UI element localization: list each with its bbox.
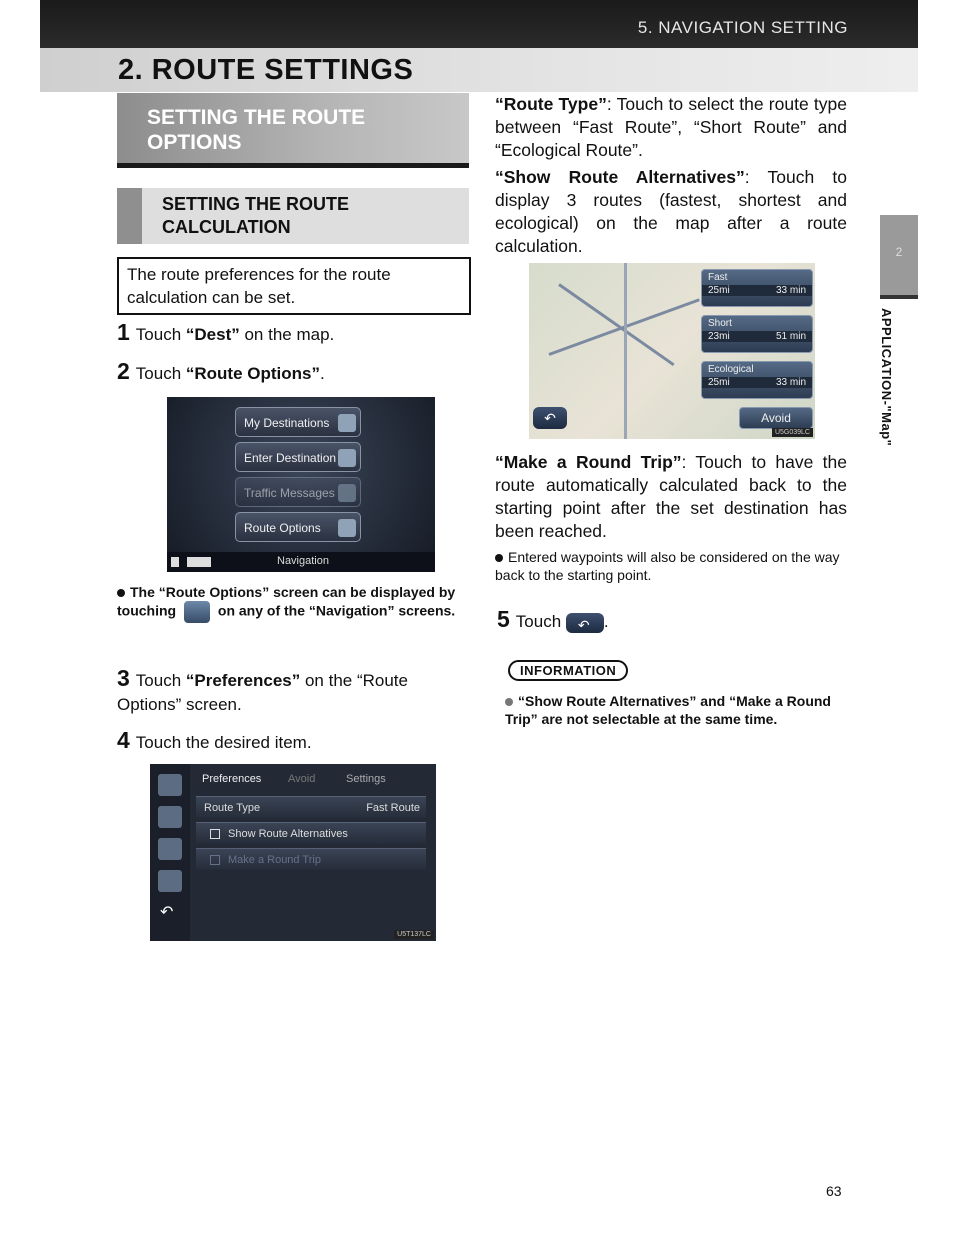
term-show-route-alternatives: “Show Route Alternatives”: [495, 167, 745, 187]
my-destinations-button[interactable]: [235, 407, 361, 437]
term-make-round-trip: “Make a Round Trip”: [495, 452, 682, 472]
traffic-icon: [338, 484, 356, 502]
button-label: Enter Destination: [244, 451, 337, 465]
step-3: [117, 666, 472, 717]
bullet-icon: [505, 698, 513, 706]
route-time: 51 min: [775, 331, 806, 342]
row-label: Make a Round Trip: [228, 854, 321, 866]
back-icon[interactable]: ↶: [160, 904, 174, 921]
chapter-tab: [880, 215, 918, 295]
heading-setting-route-calculation: [117, 188, 469, 244]
step-5: 5 Touch ↶ .: [497, 607, 697, 634]
checkbox-icon: [210, 855, 220, 865]
checkbox-checked-icon: [210, 829, 220, 839]
step-text-end: on the map.: [239, 325, 335, 344]
step-text-end: on the “Route Options” screen.: [117, 671, 408, 714]
make-round-trip-row[interactable]: [196, 848, 426, 870]
desc-make-round-trip: : Touch to have the route automatically calculated back to the starting point after the set destination has been reached.: [495, 452, 848, 541]
status-bar: [167, 552, 435, 572]
route-time: 33 min: [775, 285, 806, 296]
term-route-type: “Route Type”: [495, 94, 607, 114]
avoid-button[interactable]: [739, 407, 813, 429]
step-number: 5: [497, 606, 510, 632]
step-text: Touch the desired item.: [135, 733, 312, 752]
step-number: 1: [117, 319, 130, 345]
preferences-screen-image: [150, 764, 436, 941]
information-label: INFORMATION: [508, 660, 628, 681]
route-name: Fast: [708, 272, 728, 283]
section-title: 5. NAVIGATION SETTING: [637, 18, 848, 37]
status-bar-title: Navigation: [277, 555, 329, 567]
short-route-button[interactable]: [701, 315, 813, 353]
route-type-row[interactable]: [196, 796, 426, 818]
step-text: Touch: [515, 612, 562, 631]
route-alternatives-map-image: [529, 263, 815, 439]
route-distance: 25mi: [708, 377, 730, 388]
tab-preferences[interactable]: Preferences: [202, 773, 262, 785]
step-number: 3: [117, 665, 130, 691]
bullet-text: Entered waypoints will also be considered on the way back to the starting point.: [495, 549, 840, 583]
step-number: 2: [117, 358, 130, 384]
button-label: Traffic Messages: [244, 486, 335, 500]
bullet-text-b: on any of the “Navigation” screens.: [217, 602, 456, 619]
desc-show-route-alternatives: : Touch to display 3 routes (fastest, shortest and ecological) on the map after a route calculation.: [495, 167, 847, 256]
heading-setting-route-options: [117, 93, 469, 168]
image-code: U5G039LC: [772, 428, 813, 437]
paragraph-make-round-trip: [495, 451, 847, 543]
preferences-tabs: [196, 770, 426, 790]
side-icons-column: [150, 764, 190, 941]
image-code: U5T137LC: [394, 930, 434, 939]
bullet-note-route-options: [117, 583, 472, 623]
bullet-icon: [117, 589, 125, 597]
speaker-icon[interactable]: [158, 870, 182, 892]
information-note: [505, 692, 845, 728]
intro-text: The route preferences for the route calculation can be set.: [127, 265, 391, 307]
heading1-text: SETTING THE ROUTE OPTIONS: [147, 106, 366, 154]
information-text: “Show Route Alternatives” and “Make a Round Trip” are not selectable at the same time.: [505, 693, 831, 727]
avoid-label: Avoid: [761, 411, 791, 425]
row-label: Route Type: [204, 802, 261, 814]
route-options-icon: [184, 601, 210, 623]
step-1: [117, 320, 477, 347]
fast-route-button[interactable]: [701, 269, 813, 307]
information-badge: [508, 660, 628, 681]
destination-icon: [338, 414, 356, 432]
route-distance: 25mi: [708, 285, 730, 296]
step-keyword: “Dest”: [185, 325, 240, 344]
step-number: 4: [117, 727, 130, 753]
signal-icon: [171, 557, 211, 567]
map-icon[interactable]: [158, 774, 182, 796]
enter-destination-button[interactable]: [235, 442, 361, 472]
step-text: Touch: [135, 325, 186, 344]
step-text: Touch: [135, 671, 186, 690]
step-4: [117, 728, 472, 755]
heading2-text: SETTING THE ROUTE CALCULATION: [162, 194, 350, 237]
show-route-alternatives-row[interactable]: [196, 822, 426, 844]
section-header-bar: [40, 0, 918, 48]
button-label: My Destinations: [244, 416, 330, 430]
route-stats: [702, 331, 812, 342]
flag-icon: [338, 449, 356, 467]
intro-box: [117, 257, 471, 315]
road-line: [624, 263, 627, 439]
route-stats: [702, 377, 812, 388]
chapter-tab-number: 2: [895, 245, 903, 259]
step-text: Touch: [135, 364, 186, 383]
desc-route-type: : Touch to select the route type between “Fast Route”, “Short Route” and “Ecological Route”.: [495, 94, 847, 160]
bullet-icon: [495, 554, 503, 562]
route-options-button[interactable]: [235, 512, 361, 542]
route-stats: [702, 285, 812, 296]
tab-avoid[interactable]: Avoid: [288, 773, 316, 785]
row-value: Fast Route: [366, 802, 420, 814]
back-button[interactable]: [533, 407, 567, 429]
button-label: Route Options: [244, 521, 321, 535]
bullet-text-a: The “Route Options” screen can be displayed by touching: [117, 584, 456, 619]
page-number: 63: [826, 1183, 842, 1199]
chapter-side-label-text: APPLICATION-"Map": [879, 308, 894, 447]
route-time: 33 min: [775, 377, 806, 388]
heading2-bar: [117, 188, 142, 244]
row-label: Show Route Alternatives: [228, 828, 348, 840]
step-2: [117, 359, 477, 386]
route-name: Ecological: [708, 364, 754, 375]
paragraph-show-route-alternatives: [495, 166, 847, 258]
chapter-side-label: [875, 308, 905, 528]
step-text-end: .: [320, 364, 325, 383]
navigation-screen-image: [167, 397, 435, 572]
route-options-icon: [338, 519, 356, 537]
route-distance: 23mi: [708, 331, 730, 342]
tab-divider: [880, 295, 918, 299]
chapter-title: 2. ROUTE SETTINGS: [118, 54, 414, 86]
flag-icon[interactable]: [158, 806, 182, 828]
back-icon: [566, 613, 604, 633]
route-name: Short: [708, 318, 732, 329]
bullet-note-waypoints: [495, 548, 850, 584]
step-keyword: “Preferences”: [185, 671, 301, 690]
traffic-messages-button[interactable]: [235, 477, 361, 507]
step-keyword: “Route Options”: [185, 364, 320, 383]
chapter-title-bar: [40, 48, 918, 92]
gear-icon[interactable]: [158, 838, 182, 860]
back-icon: ↶: [544, 410, 556, 426]
paragraph-route-type: [495, 93, 847, 162]
ecological-route-button[interactable]: [701, 361, 813, 399]
tab-settings[interactable]: Settings: [346, 773, 386, 785]
